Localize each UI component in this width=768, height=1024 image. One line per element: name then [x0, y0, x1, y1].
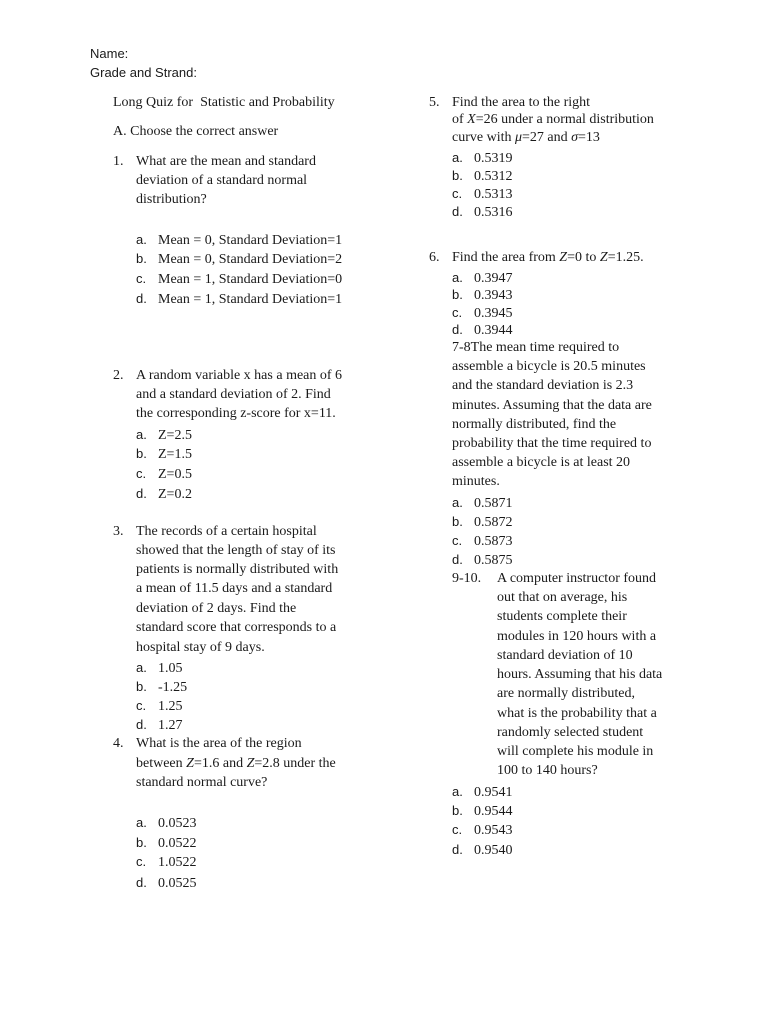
question-text-line: students complete their	[497, 609, 627, 624]
option-text: -1.25	[158, 680, 188, 695]
question-text-line: What are the mean and standard	[136, 154, 316, 169]
question-text-line: hours. Assuming that his data	[497, 667, 663, 682]
option-text: Mean = 0, Standard Deviation=2	[158, 252, 343, 267]
question-text-line: A random variable x has a mean of 6	[136, 368, 343, 383]
answer-option-b[interactable]	[452, 167, 513, 185]
option-letter: a.	[452, 150, 463, 165]
answer-option-b[interactable]	[136, 445, 192, 463]
option-letter: d.	[136, 717, 147, 732]
answer-option-d[interactable]	[452, 203, 513, 221]
question-text-line: probability that the time required to	[452, 436, 652, 451]
option-letter: c.	[136, 271, 147, 286]
question-text-line: standard deviation of 10	[497, 648, 633, 663]
text-fragment: =13	[578, 130, 600, 145]
option-letter: a.	[452, 270, 463, 285]
option-letter: c.	[452, 305, 463, 320]
question-text-line: standard score that corresponds to a	[136, 620, 337, 635]
text-fragment: =2.8 under the	[254, 756, 336, 771]
option-letter: b.	[452, 803, 463, 818]
question-text-line: out that on average, his	[497, 590, 628, 605]
text-fragment: =26 under a normal distribution	[475, 112, 654, 127]
answer-option-d[interactable]	[452, 551, 513, 569]
question-text-line: will complete his module in	[497, 744, 654, 759]
option-text: 0.5319	[474, 151, 513, 166]
answer-option-b[interactable]	[136, 678, 187, 696]
answer-option-c[interactable]	[136, 697, 183, 715]
option-letter: d.	[452, 842, 463, 857]
answer-option-a[interactable]	[136, 814, 197, 832]
answer-option-c[interactable]	[136, 465, 192, 483]
option-letter: a.	[452, 495, 463, 510]
option-letter: d.	[136, 291, 147, 306]
answer-option-b[interactable]	[136, 834, 197, 852]
answer-option-d[interactable]	[136, 874, 197, 892]
option-text: 0.3943	[474, 288, 513, 303]
text-fragment: =0 to	[567, 250, 600, 265]
answer-option-d[interactable]	[452, 321, 513, 339]
option-text: 0.5871	[474, 496, 513, 511]
answer-option-c[interactable]	[452, 304, 513, 322]
question-text-line: deviation of a standard normal	[136, 173, 308, 188]
text-fragment: Find the area from	[452, 250, 560, 265]
option-text: 0.0523	[158, 816, 197, 831]
question-number: 6.	[429, 250, 440, 265]
option-letter: b.	[452, 514, 463, 529]
answer-option-c[interactable]	[452, 821, 513, 839]
answer-option-a[interactable]	[136, 659, 183, 677]
question-text-line: assemble a bicycle is at least 20	[452, 455, 631, 470]
symbol-sigma: σ	[571, 130, 579, 145]
name-label: Name:	[90, 46, 129, 61]
question-text-line: deviation of 2 days. Find the	[136, 601, 297, 616]
option-letter: c.	[136, 466, 147, 481]
option-letter: d.	[136, 486, 147, 501]
option-letter: a.	[136, 427, 147, 442]
option-text: 1.25	[158, 699, 183, 714]
answer-option-b[interactable]	[136, 250, 342, 268]
question-text-line: the corresponding z-score for x=11.	[136, 406, 336, 421]
symbol-mu: μ	[514, 130, 523, 145]
question-number: 9-10.	[452, 571, 482, 586]
answer-option-a[interactable]	[452, 149, 513, 167]
option-text: 1.05	[158, 661, 183, 676]
quiz-title: Long Quiz for Statistic and Probability	[113, 95, 335, 110]
option-text: 0.0525	[158, 876, 197, 891]
question-text-line: modules in 120 hours with a	[497, 629, 657, 644]
quiz-instruction: A. Choose the correct answer	[113, 124, 279, 139]
answer-option-d[interactable]	[136, 290, 342, 308]
answer-option-a[interactable]	[136, 231, 342, 249]
option-text: 0.5875	[474, 553, 513, 568]
option-letter: a.	[136, 660, 147, 675]
question-text-line: and the standard deviation is 2.3	[452, 378, 634, 393]
question-text-line: assemble a bicycle is 20.5 minutes	[452, 359, 646, 374]
question-text-line: standard normal curve?	[136, 775, 268, 790]
answer-option-d[interactable]	[136, 485, 192, 503]
question-text-line: Find the area to the right	[452, 95, 591, 110]
answer-option-b[interactable]	[452, 513, 513, 531]
text-fragment: =27 and	[522, 130, 572, 145]
option-text: 0.5313	[474, 187, 513, 202]
question-text-line: 7-8The mean time required to	[452, 340, 620, 355]
option-letter: b.	[136, 679, 147, 694]
answer-option-a[interactable]	[136, 426, 192, 444]
question-text-line: are normally distributed,	[497, 686, 636, 701]
option-letter: d.	[452, 204, 463, 219]
question-text-line: normally distributed, find the	[452, 417, 617, 432]
answer-option-c[interactable]	[452, 185, 513, 203]
option-text: Z=0.5	[158, 467, 192, 482]
option-letter: a.	[452, 784, 463, 799]
question-text-line: showed that the length of stay of its	[136, 543, 336, 558]
question-number: 2.	[113, 368, 124, 383]
option-letter: b.	[452, 168, 463, 183]
option-text: Mean = 1, Standard Deviation=1	[158, 292, 343, 307]
option-text: 0.0522	[158, 836, 197, 851]
option-letter: c.	[452, 186, 463, 201]
question-number: 5.	[429, 95, 440, 110]
grade-strand-label: Grade and Strand:	[90, 65, 197, 80]
question-text-line: and a standard deviation of 2. Find	[136, 387, 331, 402]
option-text: Z=1.5	[158, 447, 192, 462]
answer-option-d[interactable]	[452, 841, 513, 859]
option-text: Mean = 1, Standard Deviation=0	[158, 272, 343, 287]
question-text-line	[136, 756, 336, 772]
option-text: 0.9541	[474, 785, 513, 800]
option-letter: c.	[452, 822, 463, 837]
question-text-line: What is the area of the region	[136, 736, 302, 751]
option-text: 0.3944	[474, 323, 513, 338]
option-text: 0.9544	[474, 804, 513, 819]
question-text-line: minutes. Assuming that the data are	[452, 398, 652, 413]
question-text-line	[452, 250, 644, 266]
answer-option-a[interactable]	[452, 494, 513, 512]
question-text-line: minutes.	[452, 474, 500, 489]
answer-option-b[interactable]	[452, 286, 513, 304]
option-letter: b.	[136, 835, 147, 850]
question-number: 1.	[113, 154, 124, 169]
answer-option-d[interactable]	[136, 716, 183, 734]
question-text-line: A computer instructor found	[497, 571, 657, 586]
option-letter: b.	[136, 446, 147, 461]
variable-z: Z	[246, 756, 255, 771]
question-text-line: 100 to 140 hours?	[497, 763, 598, 778]
question-text-line: The records of a certain hospital	[136, 524, 317, 539]
answer-option-c[interactable]	[136, 853, 197, 871]
option-text: 0.5873	[474, 534, 513, 549]
option-letter: c.	[136, 854, 147, 869]
text-fragment: curve with	[452, 130, 515, 145]
answer-option-b[interactable]	[452, 802, 513, 820]
text-fragment: =1.6 and	[193, 756, 247, 771]
option-letter: b.	[136, 251, 147, 266]
question-text-line: randomly selected student	[497, 725, 644, 740]
option-text: 0.9543	[474, 823, 513, 838]
text-fragment: =1.25.	[607, 250, 644, 265]
text-fragment: of	[452, 112, 468, 127]
option-text: 1.0522	[158, 855, 197, 870]
option-letter: d.	[452, 322, 463, 337]
option-letter: d.	[452, 552, 463, 567]
option-text: 0.5316	[474, 205, 513, 220]
option-text: 0.3947	[474, 271, 513, 286]
option-text: Mean = 0, Standard Deviation=1	[158, 233, 343, 248]
question-text-line: patients is normally distributed with	[136, 562, 339, 577]
text-fragment: between	[136, 756, 187, 771]
variable-z: Z	[559, 250, 568, 265]
answer-option-a[interactable]	[452, 269, 513, 287]
question-text-line	[452, 112, 654, 128]
answer-option-a[interactable]	[452, 783, 513, 801]
option-letter: d.	[136, 875, 147, 890]
variable-x: X	[467, 112, 476, 127]
option-letter: b.	[452, 287, 463, 302]
option-letter: c.	[136, 698, 147, 713]
option-text: 0.9540	[474, 843, 513, 858]
option-letter: a.	[136, 815, 147, 830]
option-text: 0.5872	[474, 515, 513, 530]
question-number: 4.	[113, 736, 124, 751]
option-text: Z=0.2	[158, 487, 192, 502]
question-text-line: distribution?	[136, 192, 207, 207]
option-letter: a.	[136, 232, 147, 247]
variable-z: Z	[186, 756, 194, 771]
option-text: 0.5312	[474, 169, 513, 184]
question-text-line: hospital stay of 9 days.	[136, 640, 265, 655]
variable-z: Z	[599, 250, 608, 265]
option-text: Z=2.5	[158, 428, 192, 443]
option-text: 1.27	[158, 718, 183, 733]
question-text-line: what is the probability that a	[497, 706, 657, 721]
answer-option-c[interactable]	[136, 270, 342, 288]
option-text: 0.3945	[474, 306, 513, 321]
question-text-line: a mean of 11.5 days and a standard	[136, 581, 333, 596]
answer-option-c[interactable]	[452, 532, 513, 550]
option-letter: c.	[452, 533, 463, 548]
question-text-line	[452, 130, 600, 146]
question-number: 3.	[113, 524, 124, 539]
